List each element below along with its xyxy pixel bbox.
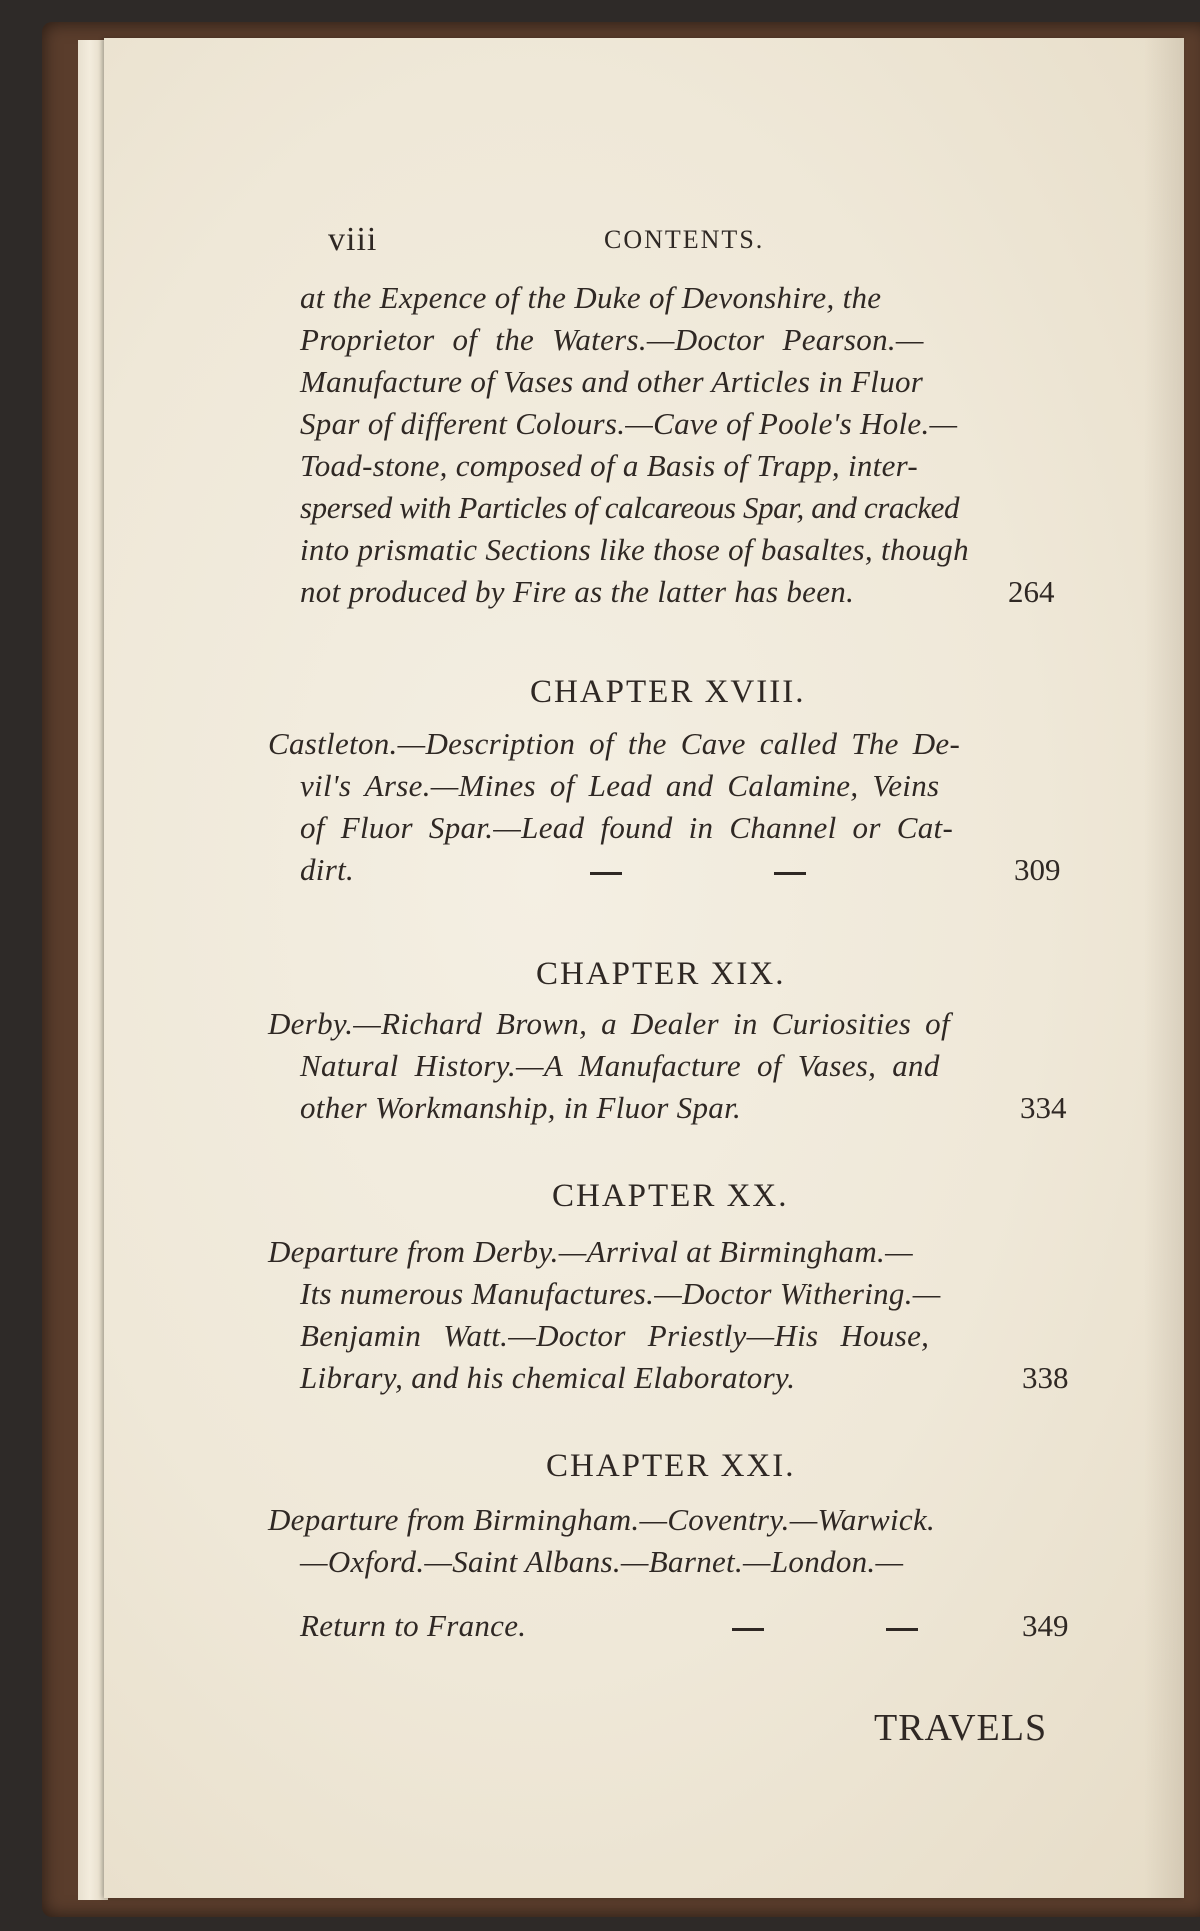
entry-line: of Fluor Spar.—Lead found in Channel or Cat- [300, 810, 954, 845]
page-number: 264 [1008, 574, 1055, 609]
book-page [104, 38, 1184, 1898]
entry-line: —Oxford.—Saint Albans.—Barnet.—London.— [300, 1544, 904, 1579]
entry-line: not produced by Fire as the latter has been. [300, 574, 855, 609]
entry-line: Proprietor of the Waters.—Doctor Pearson.— [300, 322, 924, 357]
entry-line: Library, and his chemical Elaboratory. [300, 1360, 796, 1395]
entry-line: Its numerous Manufactures.—Doctor Withering.— [300, 1276, 941, 1311]
entry-line: vil's Arse.—Mines of Lead and Calamine, Veins [300, 768, 940, 803]
entry-line: Natural History.—A Manufacture of Vases, and [300, 1048, 940, 1083]
entry-line: spersed with Particles of calcareous Spar, and cracked [300, 490, 960, 525]
gutter-shadow [1144, 38, 1184, 1898]
page-number: 334 [1020, 1090, 1067, 1125]
entry-line: Manufacture of Vases and other Articles in Fluor [300, 364, 924, 399]
entry-line: Castleton.—Description of the Cave called The De- [268, 726, 961, 761]
page-number: 338 [1022, 1360, 1069, 1395]
entry-line: dirt. [300, 852, 355, 887]
folio: viii [328, 221, 378, 258]
entry-line: into prismatic Sections like those of basaltes, though [300, 532, 969, 567]
chapter-heading: CHAPTER XXI. [546, 1448, 796, 1484]
dash-leader [590, 872, 622, 875]
dash-leader [732, 1628, 764, 1631]
chapter-heading: CHAPTER XX. [552, 1178, 789, 1214]
entry-line: Departure from Derby.—Arrival at Birmingham.— [268, 1234, 913, 1269]
running-title: CONTENTS. [604, 225, 765, 254]
chapter-heading: CHAPTER XVIII. [530, 674, 806, 710]
running-head [104, 221, 1184, 271]
entry-line: at the Expence of the Duke of Devonshire, the [300, 280, 882, 315]
entry-line: Spar of different Colours.—Cave of Poole's Hole.— [300, 406, 958, 441]
chapter-heading: CHAPTER XIX. [536, 956, 786, 992]
entry-line: Departure from Birmingham.—Coventry.—Warwick. [268, 1502, 936, 1537]
entry-line: Toad-stone, composed of a Basis of Trapp, inter- [300, 448, 919, 483]
dash-leader [886, 1628, 918, 1631]
entry-line: other Workmanship, in Fluor Spar. [300, 1090, 742, 1125]
catchword: TRAVELS [874, 1707, 1048, 1749]
entry-line: Benjamin Watt.—Doctor Priestly—His House, [300, 1318, 930, 1353]
page-number: 309 [1014, 852, 1061, 887]
entry-line: Derby.—Richard Brown, a Dealer in Curiosities of [268, 1006, 950, 1041]
page-number: 349 [1022, 1608, 1069, 1643]
dash-leader [774, 872, 806, 875]
entry-line: Return to France. [300, 1608, 527, 1643]
